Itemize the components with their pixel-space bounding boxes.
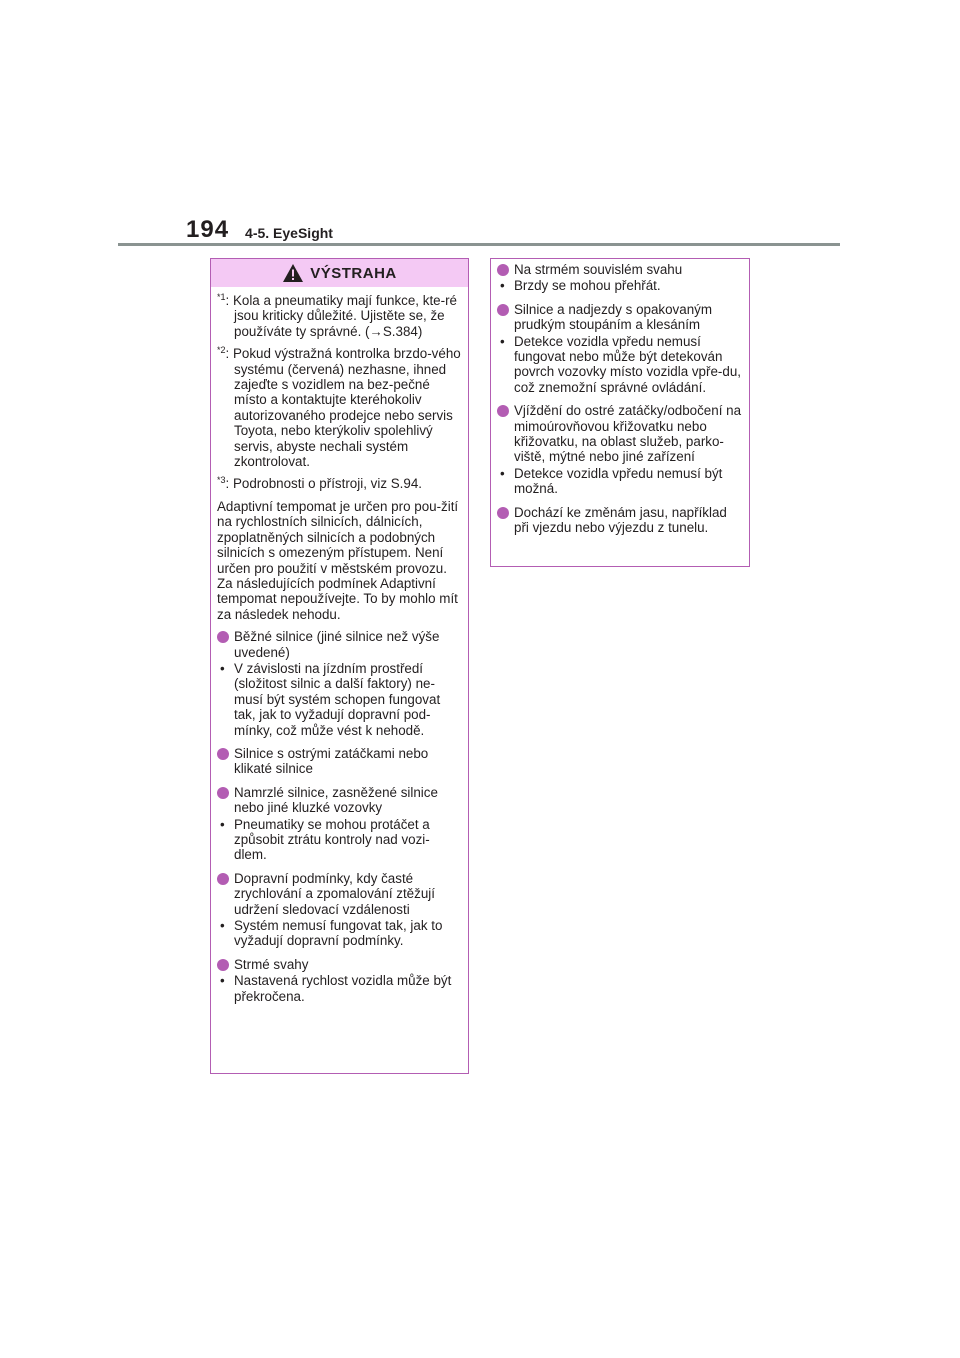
footnote-2 bbox=[217, 346, 462, 469]
sub-bullet-marker: • bbox=[500, 333, 505, 349]
continued-content bbox=[491, 259, 749, 536]
footnote-text: : Podrobnosti o přístroji, viz S.94. bbox=[225, 476, 423, 492]
condition-detail bbox=[497, 278, 743, 293]
warning-paragraph: Adaptivní tempomat je určen pro pou-žití na rychlostních silnicích, dálnicích, zpoplatněných silnicích a podobných silnicích s omezeným přístupem. Není určen pro použití v městském provozu. Za následujících podmínek Adaptivní tempomat nepoužívejte. To by mohlo mít za následek nehodu. bbox=[217, 498, 459, 622]
header-divider bbox=[118, 243, 840, 246]
condition-text: Běžné silnice (jiné silnice než výše uvedené) bbox=[234, 629, 440, 660]
section-title: 4-5. EyeSight bbox=[245, 225, 333, 241]
sub-bullet-marker: • bbox=[220, 918, 225, 934]
detail-text: Systém nemusí fungovat tak, jak to vyžadují dopravní podmínky. bbox=[234, 918, 443, 949]
condition-item bbox=[497, 302, 743, 333]
bullet-dot bbox=[217, 631, 229, 643]
sub-bullet-marker: • bbox=[500, 278, 505, 294]
bullet-dot bbox=[497, 507, 509, 519]
footnote-text: : Pokud výstražná kontrolka brzdo-vého systému (červená) nezhasne, ihned zajeďte s vozidlem na bez-pečné místo a kontaktujte kteréhokoliv autorizovaného prodejce nebo servis Toyota, nebo kterýkoliv spolehlivý servis, abyste nechali systém zkontrolovat. bbox=[225, 346, 461, 470]
sub-bullet-marker: • bbox=[220, 660, 225, 676]
condition-item bbox=[217, 746, 462, 777]
condition-text: Na strmém souvislém svahu bbox=[514, 262, 683, 277]
footnote-mark: *3 bbox=[217, 475, 226, 486]
warning-title: VÝSTRAHA bbox=[310, 264, 397, 282]
bullet-dot bbox=[217, 873, 229, 885]
bullet-dot bbox=[497, 264, 509, 276]
condition-text: Vjíždění do ostré zatáčky/odbočení na mimoúrovňovou křižovatku nebo křižovatku, na oblast služeb, parko-viště, mýtné nebo jiné zařízení bbox=[514, 403, 742, 465]
sub-bullet-marker: • bbox=[500, 465, 505, 481]
bullet-dot bbox=[217, 748, 229, 760]
condition-item bbox=[217, 871, 462, 917]
footnote-1 bbox=[217, 293, 462, 339]
condition-text: Namrzlé silnice, zasněžené silnice nebo jiné kluzké vozovky bbox=[234, 784, 438, 816]
detail-text: Pneumatiky se mohou protáčet a způsobit ztrátu kontroly nad vozi-dlem. bbox=[234, 816, 430, 863]
condition-item bbox=[497, 403, 743, 465]
condition-item bbox=[217, 957, 462, 972]
footnote-mark: *1 bbox=[217, 292, 226, 302]
detail-text: Detekce vozidla vpředu nemusí být možná. bbox=[514, 465, 723, 497]
condition-detail bbox=[217, 661, 462, 738]
condition-detail bbox=[497, 466, 743, 497]
bullet-dot bbox=[497, 405, 509, 417]
detail-text: Nastavená rychlost vozidla může být překročena. bbox=[234, 973, 452, 1004]
condition-text: Dopravní podmínky, kdy časté zrychlování a zpomalování ztěžují udržení sledovací vzdálenosti bbox=[234, 870, 435, 917]
detail-text: Brzdy se mohou přehřát. bbox=[514, 278, 661, 294]
sub-bullet-marker: • bbox=[220, 973, 225, 989]
condition-text: Silnice s ostrými zatáčkami nebo klikaté silnice bbox=[234, 745, 429, 777]
warning-triangle-icon bbox=[282, 263, 304, 283]
page-header bbox=[186, 212, 333, 244]
page-number: 194 bbox=[186, 216, 230, 243]
footnote-text: : Kola a pneumatiky mají funkce, kte-ré jsou kriticky důležité. Ujistěte se, že používáte ty správné. (→S.384) bbox=[225, 293, 457, 339]
condition-text: Dochází ke změnám jasu, například při vjezdu nebo výjezdu z tunelu. bbox=[514, 504, 727, 536]
condition-item bbox=[497, 505, 743, 536]
warning-header bbox=[211, 259, 468, 287]
condition-item bbox=[217, 629, 462, 660]
warning-continued-box bbox=[490, 258, 750, 567]
bullet-dot bbox=[217, 959, 229, 971]
condition-detail bbox=[497, 334, 743, 396]
footnote-3 bbox=[217, 476, 462, 491]
condition-text: Silnice a nadjezdy s opakovaným prudkým stoupáním a klesáním bbox=[514, 301, 712, 333]
sub-bullet-marker: • bbox=[220, 816, 225, 832]
detail-text: Detekce vozidla vpředu nemusí fungovat nebo může být detekován povrch vozovky místo vozidla vpře-du, což znemožní správné ovládání. bbox=[514, 333, 741, 395]
condition-detail bbox=[217, 817, 462, 863]
condition-detail bbox=[217, 918, 462, 949]
bullet-dot bbox=[497, 304, 509, 316]
detail-text: V závislosti na jízdním prostředí (složitost silnic a další faktory) ne-musí být systém schopen fungovat tak, jak to vyžadují dopravní pod-mínky, což může vést k nehodě. bbox=[234, 660, 441, 738]
condition-item bbox=[217, 785, 462, 816]
condition-detail bbox=[217, 973, 462, 1004]
condition-item bbox=[497, 262, 743, 277]
condition-text: Strmé svahy bbox=[234, 956, 309, 972]
footnote-mark: *2 bbox=[217, 345, 226, 356]
bullet-dot bbox=[217, 787, 229, 799]
warning-content bbox=[211, 287, 468, 1004]
warning-box bbox=[210, 258, 469, 1074]
